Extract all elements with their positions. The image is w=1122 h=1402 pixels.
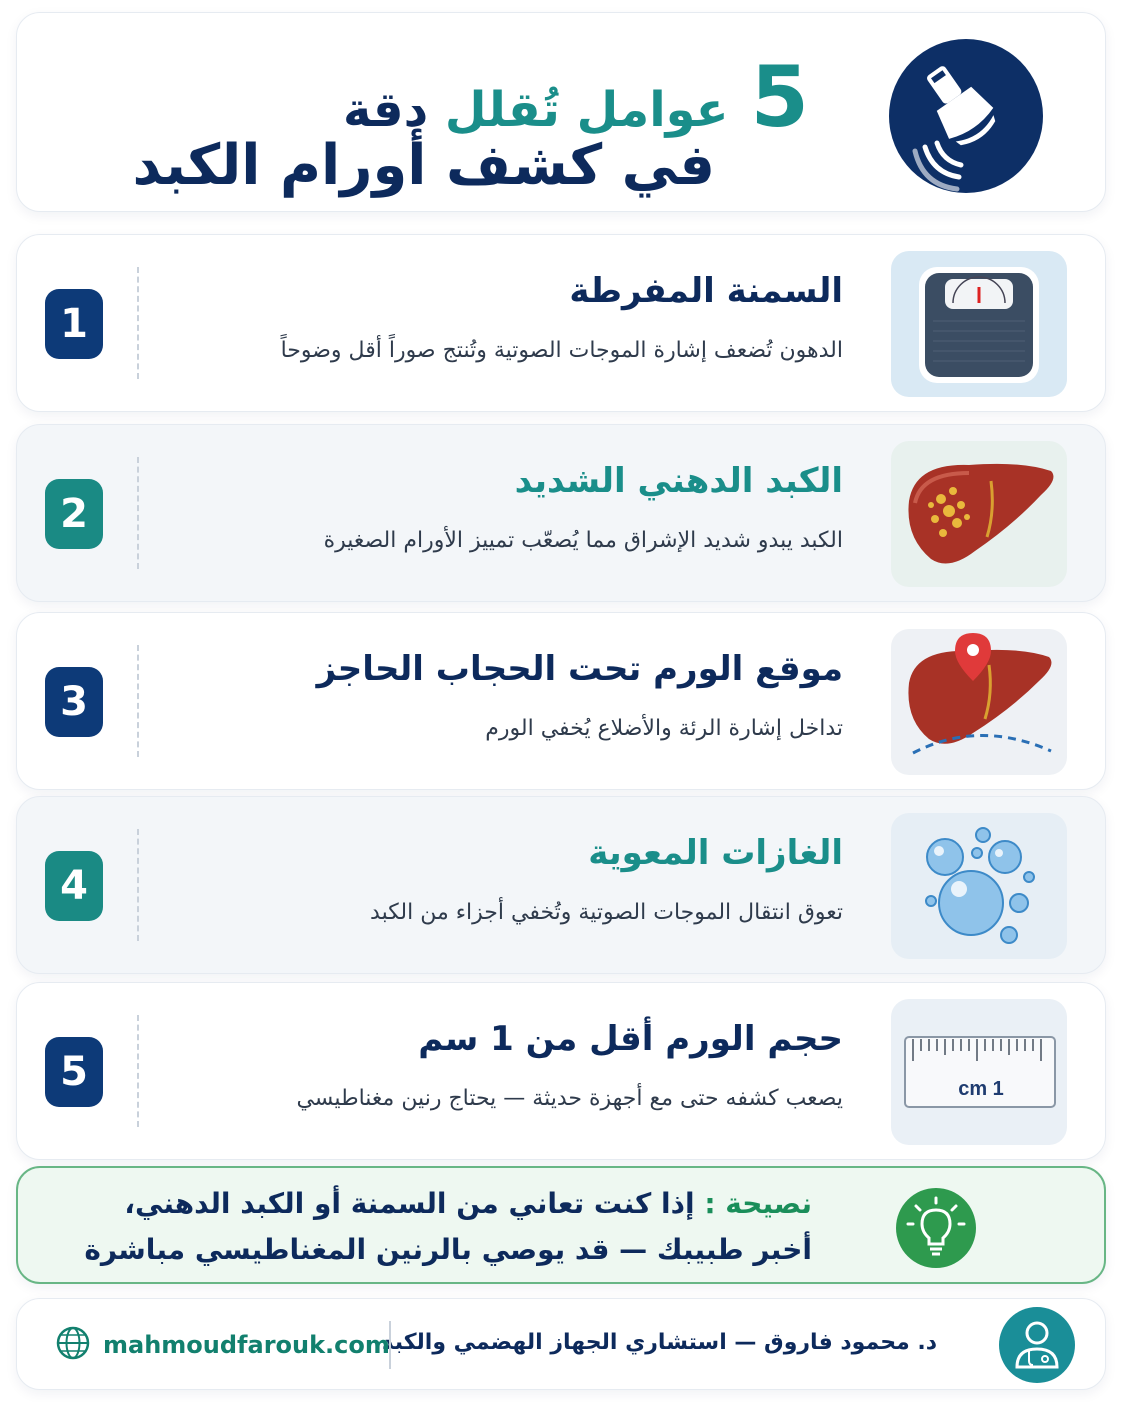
factor-description-5: يصعب كشفه حتى مع أجهزة حديثة — يحتاج رنين مغناطيسي: [296, 1086, 843, 1111]
factor-card-1: [16, 234, 1106, 412]
factor-number-3: 3: [45, 667, 103, 737]
factor-card-3: [16, 612, 1106, 790]
doctor-icon: [999, 1307, 1075, 1383]
factor-number-5: 5: [45, 1037, 103, 1107]
lightbulb-icon: [896, 1188, 976, 1268]
tip-label: نصيحة :: [704, 1187, 812, 1220]
divider: [137, 267, 139, 379]
factor-title-3: موقع الورم تحت الحجاب الحاجز: [316, 649, 843, 689]
liver-location-pin-icon: [891, 629, 1067, 775]
factor-number-1: 1: [45, 289, 103, 359]
gas-bubbles-icon: [891, 813, 1067, 959]
factor-description-1: الدهون تُضعف إشارة الموجات الصوتية وتُنتج صوراً أقل وضوحاً: [280, 338, 843, 363]
factor-description-2: الكبد يبدو شديد الإشراق مما يُصعّب تمييز الأورام الصغيرة: [323, 528, 843, 553]
factor-card-5: [16, 982, 1106, 1160]
title-number: 5: [750, 48, 809, 146]
factor-number-4: 4: [45, 851, 103, 921]
ruler-icon: [891, 999, 1067, 1145]
fatty-liver-icon: [891, 441, 1067, 587]
title-navy-part: دقة: [343, 82, 429, 138]
factor-title-1: السمنة المفرطة: [569, 271, 843, 311]
factor-card-4: [16, 796, 1106, 974]
footer-card: [16, 1298, 1106, 1390]
divider: [137, 457, 139, 569]
divider: [137, 645, 139, 757]
tip-text-1: إذا كنت تعاني من السمنة أو الكبد الدهني،: [124, 1187, 695, 1220]
factor-title-2: الكبد الدهني الشديد: [514, 461, 843, 501]
tip-line-1: [124, 1182, 812, 1226]
doctor-name: د. محمود فاروق — استشاري الجهاز الهضمي والكبد: [382, 1330, 937, 1355]
bathroom-scale-icon: [891, 251, 1067, 397]
header-card: [16, 12, 1106, 212]
tip-card: [16, 1166, 1106, 1284]
title-teal-part: عوامل تُقلل: [444, 82, 729, 138]
ruler-label: 1 cm: [958, 1078, 1004, 1100]
title-line-2: في كشف أورام الكبد: [132, 133, 715, 198]
factor-description-3: تداخل إشارة الرئة والأضلاع يُخفي الورم: [485, 716, 843, 741]
website-text[interactable]: mahmoudfarouk.com: [103, 1331, 390, 1359]
globe-icon: [55, 1325, 91, 1365]
factor-title-4: الغازات المعوية: [588, 833, 843, 873]
ultrasound-probe-icon: [889, 39, 1043, 193]
website-link[interactable]: [55, 1325, 390, 1365]
factor-title-5: حجم الورم أقل من 1 سم: [418, 1019, 843, 1059]
factor-description-4: تعوق انتقال الموجات الصوتية وتُخفي أجزاء من الكبد: [370, 900, 843, 925]
divider: [137, 1015, 139, 1127]
tip-line-2: أخبر طبيبك — قد يوصي بالرنين المغناطيسي مباشرة: [84, 1233, 812, 1266]
factor-number-2: 2: [45, 479, 103, 549]
factor-card-2: [16, 424, 1106, 602]
divider: [137, 829, 139, 941]
